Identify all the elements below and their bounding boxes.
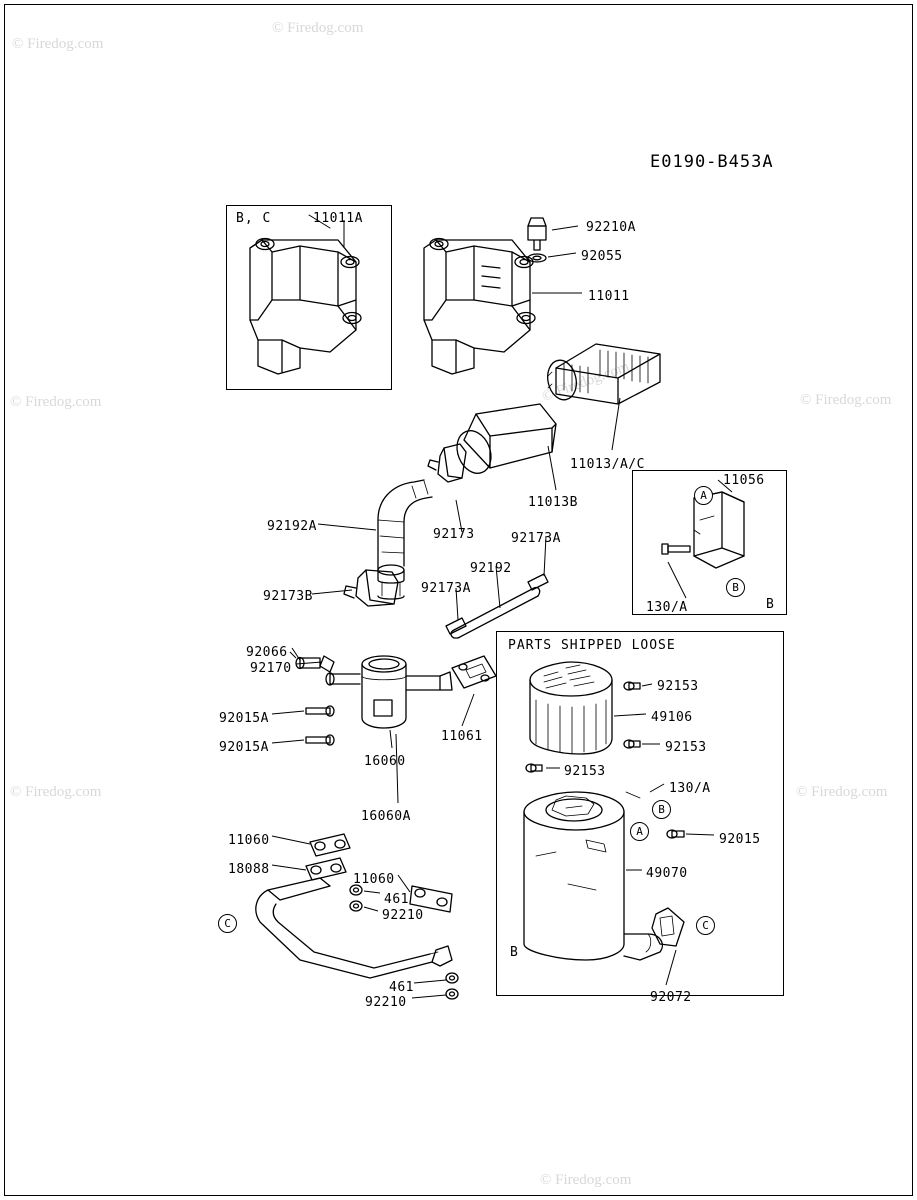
part-11061: 11061 [441,729,483,744]
watermark: © Firedog.com [800,392,892,408]
watermark: © Firedog.com [540,1172,632,1188]
part-92153-3: 92153 [564,764,606,779]
part-11056: 11056 [723,473,765,488]
part-11060-1: 11060 [228,833,270,848]
part-92210-1: 92210 [382,908,424,923]
callout-c-shield: C [696,916,715,935]
part-92210-2: 92210 [365,995,407,1010]
part-18088: 18088 [228,862,270,877]
part-92015a-1: 92015A [219,711,269,726]
part-92173b: 92173B [263,589,313,604]
callout-b-muffler: B [652,800,671,819]
part-92015: 92015 [719,832,761,847]
part-11011a: 11011A [313,211,363,226]
part-92173a-top: 92173A [511,531,561,546]
watermark: © Firedog.com [796,784,888,800]
callout-a-muffler: A [630,822,649,841]
watermark: © Firedog.com [272,20,364,36]
callout-c-pipe: C [218,914,237,933]
part-92173a-mid: 92173A [421,581,471,596]
part-92015a-2: 92015A [219,740,269,755]
part-92173: 92173 [433,527,475,542]
part-11013-a-c: 11013/A/C [570,457,645,472]
watermark: © Firedog.com [10,784,102,800]
part-49070: 49070 [646,866,688,881]
part-16060: 16060 [364,754,406,769]
part-16060a: 16060A [361,809,411,824]
part-92210a: 92210A [586,220,636,235]
part-49106: 49106 [651,710,693,725]
watermark: © Firedog.com [12,36,104,52]
part-130a-muffler: 130/A [669,781,711,796]
callout-b-loose: B [510,945,518,960]
part-130a-bracket: 130/A [646,600,688,615]
group-label-parts-shipped-loose: PARTS SHIPPED LOOSE [508,638,676,653]
callout-b-panel: B [766,597,774,612]
part-92192: 92192 [470,561,512,576]
part-92153-1: 92153 [657,679,699,694]
part-92153-2: 92153 [665,740,707,755]
part-92066: 92066 [246,645,288,660]
watermark: © Firedog.com [10,394,102,410]
group-label-variant-bc: B, C [236,211,272,226]
part-92170: 92170 [250,661,292,676]
part-92072: 92072 [650,990,692,1005]
group-box-parts-shipped-loose [496,631,784,996]
part-11013b: 11013B [528,495,578,510]
part-461-2: 461 [389,980,414,995]
part-92055: 92055 [581,249,623,264]
part-92192a: 92192A [267,519,317,534]
part-461-1: 461 [384,892,409,907]
callout-b-bracket: B [726,578,745,597]
group-box-variant-bc [226,205,392,390]
part-11011: 11011 [588,289,630,304]
part-11060-2: 11060 [353,872,395,887]
watermark: © Firedog.com [540,358,632,406]
callout-a-bracket: A [694,486,713,505]
diagram-code: E0190-B453A [650,152,774,172]
